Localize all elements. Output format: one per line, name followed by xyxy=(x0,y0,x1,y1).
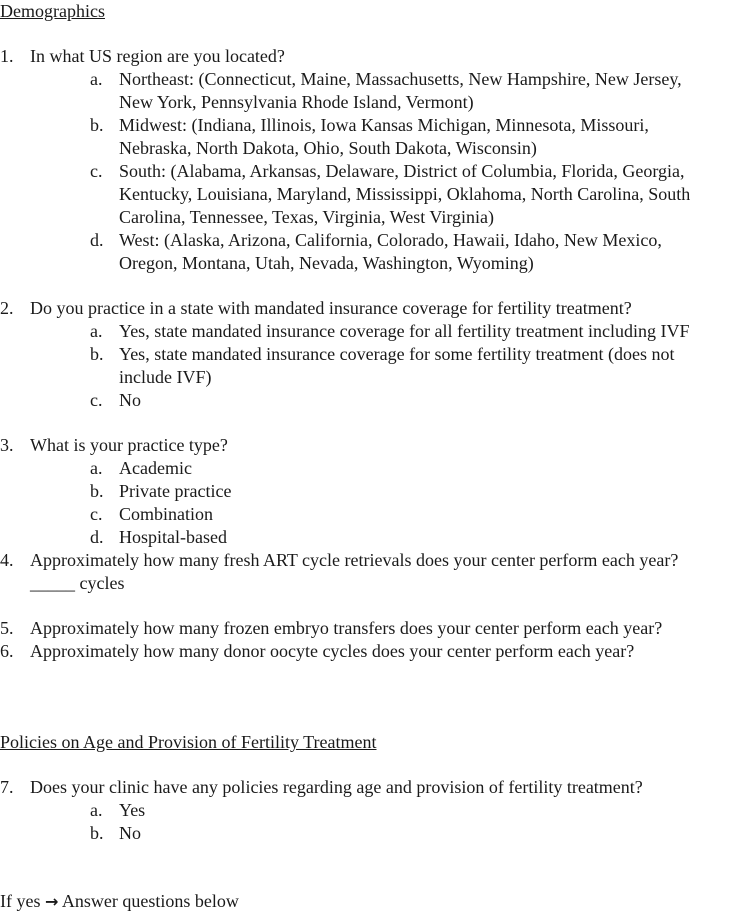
option-text-line: Kentucky, Louisiana, Maryland, Mississippi, Oklahoma, North Carolina, South xyxy=(119,184,691,204)
option-letter: a. xyxy=(90,321,103,341)
option-letter: b. xyxy=(90,115,104,135)
question-number: 5. xyxy=(0,618,14,638)
question-text: Approximately how many donor oocyte cycles does your center perform each year? xyxy=(30,641,635,661)
option-letter: c. xyxy=(90,161,103,181)
question-number: 3. xyxy=(0,435,14,455)
option-letter: d. xyxy=(90,527,104,547)
cycles-answer-blank[interactable]: _____ cycles xyxy=(30,573,125,593)
option-letter: d. xyxy=(90,230,104,250)
option-letter: b. xyxy=(90,823,104,843)
option-letter: a. xyxy=(90,800,103,820)
option-text-line: include IVF) xyxy=(119,367,212,387)
question-text: Approximately how many fresh ART cycle retrievals does your center perform each year? xyxy=(30,550,679,570)
option-text-line: Carolina, Tennessee, Texas, Virginia, West Virginia) xyxy=(119,207,494,227)
option-text-line: Combination xyxy=(119,504,213,524)
question-number: 4. xyxy=(0,550,14,570)
instruction-condition: If yes xyxy=(0,891,41,911)
option-text-line: Hospital-based xyxy=(119,527,227,547)
option-letter: b. xyxy=(90,481,104,501)
option-text-line: Midwest: (Indiana, Illinois, Iowa Kansas Michigan, Minnesota, Missouri, xyxy=(119,115,649,135)
instruction-action: Answer questions below xyxy=(61,891,239,911)
option-text-line: New York, Pennsylvania Rhode Island, Vermont) xyxy=(119,92,474,112)
question-text: Does your clinic have any policies regarding age and provision of fertility treatment? xyxy=(30,777,643,797)
question-text: Approximately how many frozen embryo transfers does your center perform each year? xyxy=(30,618,663,638)
option-text-line: West: (Alaska, Arizona, California, Colorado, Hawaii, Idaho, New Mexico, xyxy=(119,230,662,250)
option-text-line: Yes, state mandated insurance coverage for some fertility treatment (does not xyxy=(119,344,675,364)
question-text: In what US region are you located? xyxy=(30,46,285,66)
right-arrow-icon: → xyxy=(44,892,59,911)
option-text-line: No xyxy=(119,390,141,410)
option-letter: b. xyxy=(90,344,104,364)
question-text: Do you practice in a state with mandated insurance coverage for fertility treatment? xyxy=(30,298,632,318)
option-text-line: Northeast: (Connecticut, Maine, Massachusetts, New Hampshire, New Jersey, xyxy=(119,69,682,89)
question-number: 7. xyxy=(0,777,14,797)
question-number: 6. xyxy=(0,641,14,661)
option-text-line: No xyxy=(119,823,141,843)
question-number: 2. xyxy=(0,298,14,318)
question-number: 1. xyxy=(0,46,14,66)
option-letter: a. xyxy=(90,458,103,478)
option-letter: c. xyxy=(90,390,103,410)
option-text-line: South: (Alabama, Arkansas, Delaware, District of Columbia, Florida, Georgia, xyxy=(119,161,685,181)
option-text-line: Yes, state mandated insurance coverage for all fertility treatment including IVF xyxy=(119,321,690,341)
followup-instruction xyxy=(0,890,239,913)
option-text-line: Academic xyxy=(119,458,192,478)
option-text-line: Yes xyxy=(119,800,146,820)
option-text-line: Private practice xyxy=(119,481,232,501)
option-letter: c. xyxy=(90,504,103,524)
option-text-line: Oregon, Montana, Utah, Nevada, Washington, Wyoming) xyxy=(119,253,534,273)
section-heading-policies: Policies on Age and Provision of Fertility Treatment xyxy=(0,732,377,752)
option-text-line: Nebraska, North Dakota, Ohio, South Dakota, Wisconsin) xyxy=(119,138,537,158)
question-text: What is your practice type? xyxy=(30,435,228,455)
section-heading-demographics: Demographics xyxy=(0,1,105,21)
option-letter: a. xyxy=(90,69,103,89)
